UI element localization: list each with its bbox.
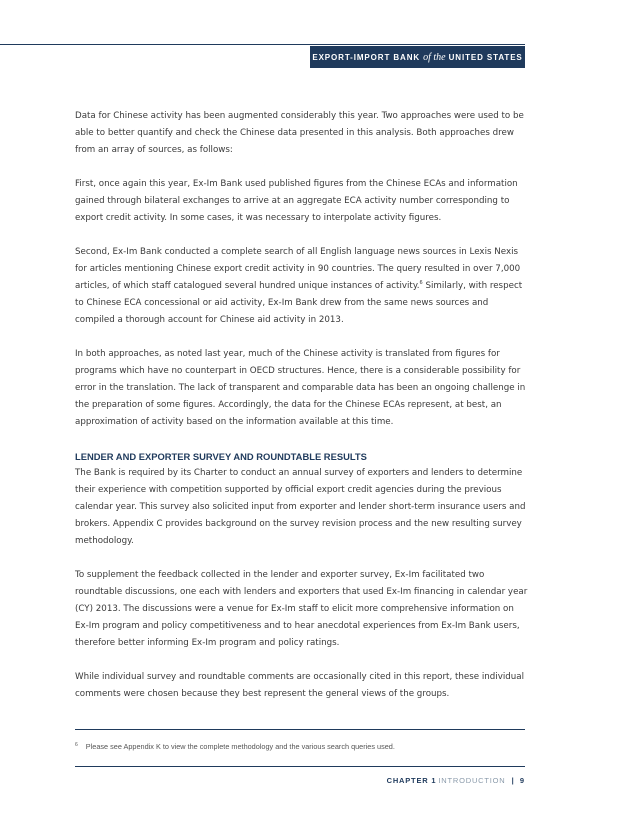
footer-separator: | [511,776,514,785]
paragraph-second-approach [75,244,530,329]
paragraph-second-approach-b: Similarly, with respect to Chinese ECA concessional or aid activity, Ex-Im Bank drew from the same news sources and compiled a thorough account for Chinese aid activity in 2013. [75,281,523,325]
footnote [75,740,530,754]
paragraph-second-approach-a: Second, Ex-Im Bank conducted a complete search of all English language news sources in Lexis Nexis for articles mentioning Chinese export credit activity in 90 countries. The query resulted in over 7,000 articles, of which staff catalogued several hundred unique instances of activity. [75,247,521,291]
footnote-number: 6 [75,741,78,748]
paragraph-both-approaches: In both approaches, as noted last year, much of the Chinese activity is translated from figures for programs which have no counterpart in OECD structures. Hence, there is a considerable possibility for error in the translation. The lack of transparent and comparable data has been an ongoing challenge in the preparation of some figures. Accordingly, the data for the Chinese ECAs represent, at best, an approximation of activity based on the information available at this time. [75,349,526,427]
footer-chapter: CHAPTER 1 [386,776,437,785]
paragraph-roundtable: To supplement the feedback collected in the lender and exporter survey, Ex-Im facilitated two roundtable discussions, one each with lenders and exporters that used Ex-Im financing in calendar year (CY) 2013. The discussions were a venue for Ex-Im staff to elicit more comprehensive information on Ex-Im program and policy competitiveness and to hear anecdotal experiences from Ex-Im Bank users, therefore better informing Ex-Im program and policy ratings. [75,570,528,648]
paragraph-comments: While individual survey and roundtable comments are occasionally cited in this report, these individual comments were chosen because they best represent the general views of the groups. [75,672,525,699]
banner-text-post: UNITED STATES [448,52,523,62]
publisher-banner [310,46,525,68]
banner-text-italic: of the [423,51,446,63]
footnote-reference[interactable]: 6 [419,280,423,287]
footnote-rule-top [75,729,525,730]
paragraph-first-approach: First, once again this year, Ex-Im Bank used published figures from the Chinese ECAs and information gained through bilateral exchanges to arrive at an aggregate ECA activity number corresponding to export credit activity. In some cases, it was necessary to interpolate activity figures. [75,179,518,223]
header-rule [0,44,525,45]
banner-text-pre: EXPORT-IMPORT BANK [312,52,421,62]
paragraph-survey: The Bank is required by its Charter to conduct an annual survey of exporters and lenders to determine their experience with competition supported by official export credit agencies during the previous calendar year. This survey also solicited input from exporter and lender short-term insurance users and brokers. Appendix C provides background on the survey revision process and the new resulting survey methodology. [75,468,526,546]
page-number: 9 [519,776,524,785]
section-heading: LENDER AND EXPORTER SURVEY AND ROUNDTABLE RESULTS [75,451,367,462]
paragraph-intro: Data for Chinese activity has been augmented considerably this year. Two approaches were used to be able to better quantify and check the Chinese data presented in this analysis. Both approaches drew from an array of sources, as follows: [75,111,524,155]
footnote-rule-bottom [75,766,525,767]
footnote-text: Please see Appendix K to view the complete methodology and the various search queries used. [85,742,395,751]
page-footer [387,776,524,785]
main-content [75,108,530,720]
footer-section: INTRODUCTION [438,776,506,785]
